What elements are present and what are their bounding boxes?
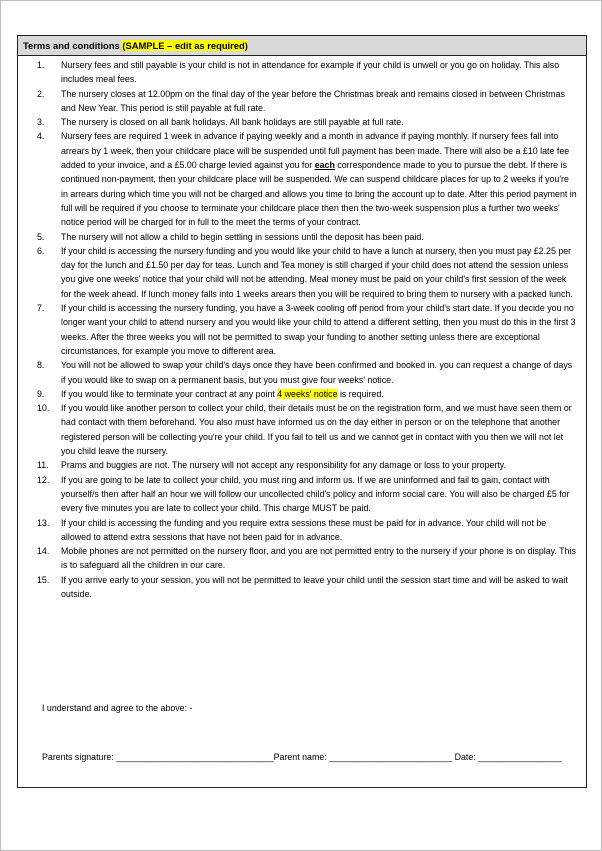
list-item bbox=[18, 473, 586, 516]
item-text: If you are going to be late to collect your child, you must ring and inform us. If we are uninformed and fail to gain, contact with yourself/s then after half an hour we will follow our uncollected child's policy and inform social care. You will also be charged £5 for every five minutes you are late to collect your child. This charge MUST be paid. bbox=[61, 474, 570, 514]
item-number: 5. bbox=[37, 231, 45, 242]
list-item bbox=[18, 58, 586, 87]
item-number: 8. bbox=[37, 360, 45, 371]
terms-box bbox=[17, 35, 587, 788]
list-item bbox=[18, 301, 586, 358]
item-text: is required. bbox=[337, 388, 384, 399]
item-text: If you would like to terminate your contract at any point bbox=[61, 388, 278, 399]
list-item bbox=[18, 458, 586, 472]
item-number: 15. bbox=[37, 574, 50, 585]
item-text: The nursery will not allow a child to begin settling in sessions until the deposit has been paid. bbox=[61, 231, 424, 242]
item-text: The nursery is closed on all bank holidays. All bank holidays are still payable at full rate. bbox=[61, 117, 404, 128]
list-item bbox=[18, 516, 586, 545]
item-number: 9. bbox=[37, 388, 45, 399]
sample-highlight: (SAMPLE – edit as required) bbox=[122, 40, 248, 51]
item-text: If your child is accessing the nursery funding and you would like your child to have a lunch at nursery, then you must pay £2.25 per day for the lunch and £1.50 per day for teas. Lunch and Tea money is still charged if your child does not attend the session unless you give one weeks' notice that your child will not be attending. Meal money must be paid on your child's first session of the week for the week ahead. If lunch money falls into 1 weeks arears then you will be required to bring them to nursery with a packed lunch. bbox=[61, 245, 573, 299]
terms-header bbox=[18, 36, 586, 56]
item-text: You will not be allowed to swap your child's days once they have been confirmed and booked in. you can request a change of days if you would like to swap on a permanent basis, but you must give four weeks' notice. bbox=[61, 360, 573, 385]
item-text: If your child is accessing the funding and you require extra sessions these must be paid for in advance. Your child will not be allowed to attend extra sessions that have not been paid for in advance. bbox=[61, 517, 547, 542]
item-text: correspondence made to you to pursue the debt. If there is continued non-payment, then your childcare place will be suspended. We can suspend childcare places for up to 2 weeks if you're in arrears during which time you will not be charged and allows you time to bring the account up to date. After this period payment in full will be required if you choose to terminate your childcare place then then the two-week suspension plus a further two weeks' notice period will be charged for in full to the meet the terms of your contract. bbox=[61, 160, 577, 228]
list-item bbox=[18, 115, 586, 129]
signature-line[interactable]: Parents signature: ________________________________Parent name: _________________________ Date: _________________ bbox=[42, 752, 562, 762]
item-text: If you would like another person to collect your child, their details must be on the registration form, and we must have seen them or had contact with them beforehand. You also must have informed us on the day either in person or on the telephone that another registered person will be collecting you're your child. If you fail to tell us and we cannot get in contact with you then we will not let you child leave the nursery. bbox=[61, 403, 572, 457]
item-number: 10. bbox=[37, 403, 50, 414]
item-text: If your child is accessing the nursery funding, you have a 3-week cooling off period from your child's start date. If you decide you no longer want your child to attend nursery and you would like your child to attend a different setting, then you must do this in the first 3 weeks. After the three weeks you will not be permitted to swap your funding to another setting unless there are exceptional circumstances, for example you move to different area. bbox=[61, 303, 576, 356]
item-number: 13. bbox=[37, 517, 50, 528]
item-number: 2. bbox=[37, 88, 45, 99]
each-emphasis: each bbox=[314, 160, 335, 171]
list-item bbox=[18, 573, 586, 602]
item-text: Prams and buggies are not. The nursery will not accept any responsibility for any damage or loss to your property. bbox=[61, 460, 507, 471]
item-text: Mobile phones are not permitted on the nursery floor, and you are not permitted entry to the nursery if your phone is on display. This is to safeguard all the children in our care. bbox=[61, 546, 576, 571]
item-text: The nursery closes at 12.00pm on the final day of the year before the Christmas break and remains closed in between Christmas and New Year. This period is still payable at full rate. bbox=[61, 88, 565, 113]
item-number: 12. bbox=[37, 474, 50, 485]
agreement-statement: I understand and agree to the above: - bbox=[42, 703, 193, 713]
item-number: 1. bbox=[37, 60, 45, 70]
item-number: 4. bbox=[37, 131, 45, 142]
item-number: 11. bbox=[37, 460, 49, 471]
item-number: 14. bbox=[37, 546, 50, 557]
list-item bbox=[18, 401, 586, 458]
terms-title: Terms and conditions bbox=[23, 40, 123, 51]
list-item bbox=[18, 244, 586, 301]
list-item bbox=[18, 87, 586, 116]
list-item bbox=[18, 129, 586, 229]
list-item bbox=[18, 358, 586, 387]
terms-list bbox=[18, 58, 586, 601]
notice-highlight: 4 weeks' notice bbox=[277, 388, 338, 399]
item-text: If you arrive early to your session, you will not be permitted to leave your child until the session start time and will be asked to wait outside. bbox=[61, 574, 568, 599]
item-number: 7. bbox=[37, 303, 45, 314]
item-text: Nursery fees are required 1 week in advance if paying weekly and a month in advance if paying monthly. If nursery fees fall into arrears by 1 week, then your childcare place will be suspended until full payment has been made. There will also be a £10 late fee added to your invoice, and a £5.00 charge levied against you for bbox=[61, 131, 570, 171]
item-number: 6. bbox=[37, 245, 45, 256]
item-text: Nursery fees and still payable is your child is not in attendance for example if your child is unwell or you go on holiday. This also includes meal fees. bbox=[61, 60, 560, 85]
list-item bbox=[18, 230, 586, 244]
item-number: 3. bbox=[37, 117, 45, 128]
list-item bbox=[18, 387, 586, 401]
list-item bbox=[18, 544, 586, 573]
